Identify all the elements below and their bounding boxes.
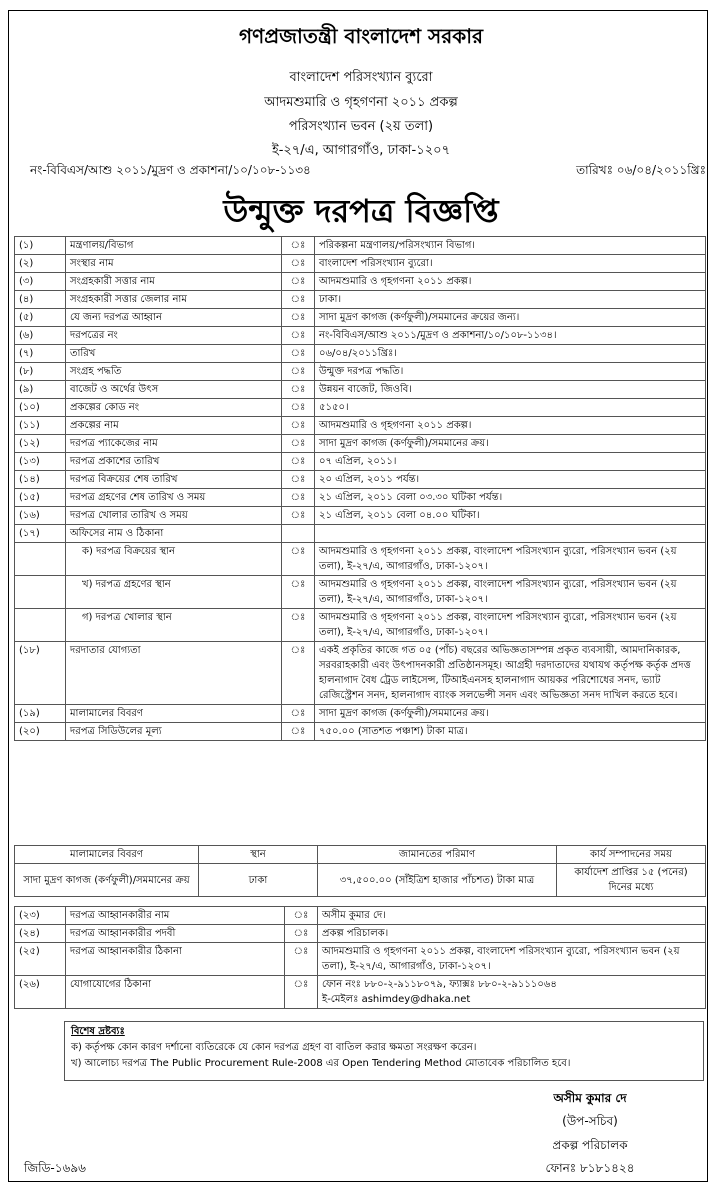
- table-row: [15, 291, 706, 309]
- table-row: [15, 543, 706, 576]
- row-number: (১৯): [15, 705, 66, 723]
- row-label: দরপত্র গ্রহণের শেষ তারিখ ও সময়: [66, 489, 282, 507]
- row-label: দরপত্র বিক্রয়ের শেষ তারিখ: [66, 471, 282, 489]
- notice-date: তারিখঃ ০৬/০৪/২০১১খ্রিঃ: [576, 163, 706, 177]
- row-value: অসীম কুমার দে।: [318, 907, 706, 925]
- table-row: [15, 925, 706, 943]
- row-label: মন্ত্রণালয়/বিভাগ: [66, 237, 282, 255]
- row-label: দরপত্র সিডিউলের মূল্য: [66, 723, 282, 741]
- summary-header: কার্য সম্পাদনের সময়: [557, 846, 706, 864]
- tender-details-table: [14, 236, 706, 741]
- row-label: সংগ্রহকারী সত্তার জেলার নাম: [66, 291, 282, 309]
- row-value: ২০ এপ্রিল, ২০১১ পর্যন্ত।: [315, 471, 706, 489]
- row-value: নং-বিবিএস/আশু ২০১১/মুদ্রণ ও প্রকাশনা/১০/১০৮-১১৩৪।: [315, 327, 706, 345]
- row-label: সংস্থার নাম: [66, 255, 282, 273]
- row-number: (২): [15, 255, 66, 273]
- table-row: [15, 642, 706, 705]
- address: ই-২৭/এ, আগারগাঁও, ঢাকা-১২০৭: [271, 143, 451, 158]
- row-value: ঢাকা।: [315, 291, 706, 309]
- colon: ঃ: [282, 471, 315, 489]
- colon: ঃ: [282, 363, 315, 381]
- table-row: [15, 399, 706, 417]
- row-value: আদমশুমারি ও গৃহগণনা ২০১১ প্রকল্প।: [315, 273, 706, 291]
- colon: ঃ: [282, 489, 315, 507]
- colon: ঃ: [282, 399, 315, 417]
- row-value: সাদা মুদ্রণ কাগজ (কর্ণফুলী)/সমমানের ক্রয়।: [315, 435, 706, 453]
- row-label: খ) দরপত্র গ্রহণের স্থান: [66, 576, 282, 609]
- row-label: গ) দরপত্র খোলার স্থান: [66, 609, 282, 642]
- table-row: [15, 576, 706, 609]
- table-row: [15, 327, 706, 345]
- signatory-phone: ফোনঃ ৮১৮১৪২৪: [545, 1161, 635, 1175]
- row-number: (১): [15, 237, 66, 255]
- row-label: দরপত্র আহ্বানকারীর পদবী: [66, 925, 285, 943]
- summary-header-row: [15, 846, 706, 864]
- row-label: দরপত্র প্যাকেজের নাম: [66, 435, 282, 453]
- colon: ঃ: [282, 705, 315, 723]
- signatory-designation: প্রকল্প পরিচালক: [552, 1138, 628, 1152]
- colon: ঃ: [282, 327, 315, 345]
- colon: ঃ: [282, 609, 315, 642]
- colon: ঃ: [282, 576, 315, 609]
- table-row: [15, 453, 706, 471]
- row-number: (২৫): [15, 943, 66, 976]
- row-number: (১৫): [15, 489, 66, 507]
- row-label: দরপত্র খোলার তারিখ ও সময়: [66, 507, 282, 525]
- summary-header: স্থান: [199, 846, 318, 864]
- row-label: প্রকল্পের নাম: [66, 417, 282, 435]
- table-row: [15, 435, 706, 453]
- table-row: [15, 381, 706, 399]
- row-label: সংগ্রহ পদ্ধতি: [66, 363, 282, 381]
- colon: ঃ: [285, 907, 318, 925]
- table-row: [15, 705, 706, 723]
- colon: ঃ: [282, 435, 315, 453]
- row-number: (১১): [15, 417, 66, 435]
- row-value: প্রকল্প পরিচালক।: [318, 925, 706, 943]
- row-value: ০৬/০৪/২০১১খ্রিঃ।: [315, 345, 706, 363]
- row-number: (১২): [15, 435, 66, 453]
- row-number: (৩): [15, 273, 66, 291]
- government-heading: গণপ্রজাতন্ত্রী বাংলাদেশ সরকার: [239, 24, 483, 48]
- row-label: অফিসের নাম ও ঠিকানা: [66, 525, 282, 543]
- row-label: তারিখ: [66, 345, 282, 363]
- row-value: সাদা মুদ্রণ কাগজ (কর্ণফুলী)/সমমানের ক্রয়ের জন্য।: [315, 309, 706, 327]
- row-label: মালামালের বিবরণ: [66, 705, 282, 723]
- phone-fax: ফোন নংঃ ৮৮০-২-৯১১৮০৭৯, ফ্যাক্সঃ ৮৮০-২-৯১১১০৬৪: [322, 979, 557, 990]
- row-label: প্রকল্পের কোড নং: [66, 399, 282, 417]
- row-label: ক) দরপত্র বিক্রয়ের স্থান: [66, 543, 282, 576]
- row-value: আদমশুমারি ও গৃহগণনা ২০১১ প্রকল্প।: [315, 417, 706, 435]
- row-number: (৭): [15, 345, 66, 363]
- row-label: দরপত্র আহ্বানকারীর নাম: [66, 907, 285, 925]
- row-number: (৮): [15, 363, 66, 381]
- row-value: ০৭ এপ্রিল, ২০১১।: [315, 453, 706, 471]
- row-number: (২৪): [15, 925, 66, 943]
- table-row: [15, 489, 706, 507]
- colon: ঃ: [282, 237, 315, 255]
- signatory-rank: (উপ-সচিব): [562, 1114, 618, 1128]
- table-row: [15, 417, 706, 435]
- special-notes: [64, 1021, 704, 1081]
- colon: ঃ: [282, 543, 315, 576]
- note-item: ক) কর্তৃপক্ষ কোন কারণ দর্শানো ব্যতিরেকে যে কোন দরপত্র গ্রহণ বা বাতিল করার ক্ষমতা সংরক্ষণ করেন।: [71, 1042, 477, 1053]
- table-row: [15, 363, 706, 381]
- colon: ঃ: [282, 273, 315, 291]
- table-row: [15, 309, 706, 327]
- row-value: উন্নয়ন বাজেট, জিওবি।: [315, 381, 706, 399]
- gd-number: জিডি-১৬৯৬: [24, 1161, 86, 1175]
- colon: ঃ: [282, 291, 315, 309]
- colon: ঃ: [285, 943, 318, 976]
- summary-header: মালামালের বিবরণ: [15, 846, 199, 864]
- note-item: খ) আলোচ্য দরপত্র The Public Procurement Rule-2008 এর Open Tendering Method মোতাবেক পরিচালিত হবে।: [71, 1058, 571, 1069]
- summary-value: কার্যাদেশ প্রাপ্তির ১৫ (পনের) দিনের মধ্যে: [557, 864, 706, 897]
- colon: ঃ: [282, 642, 315, 705]
- table-row: [15, 273, 706, 291]
- row-number: (৪): [15, 291, 66, 309]
- email: ই-মেইলঃ ashimdey@dhaka.net: [322, 994, 471, 1005]
- table-row: [15, 507, 706, 525]
- row-value: আদমশুমারি ও গৃহগণনা ২০১১ প্রকল্প, বাংলাদেশ পরিসংখ্যান ব্যুরো, পরিসংখ্যান ভবন (২য় তলা), ই-২৭/এ, আগারগাঁও, ঢাকা-১২০৭।: [315, 543, 706, 576]
- row-number: (২০): [15, 723, 66, 741]
- signatory-name: অসীম কুমার দে: [553, 1091, 627, 1105]
- row-value: ২১ এপ্রিল, ২০১১ বেলা ০৪.০০ ঘটিকা।: [315, 507, 706, 525]
- table-row: [15, 976, 706, 1009]
- colon: ঃ: [282, 309, 315, 327]
- row-number: (১৭): [15, 525, 66, 543]
- summary-value: ৩৭,৫০০.০০ (সাঁইত্রিশ হাজার পাঁচশত) টাকা মাত্র: [318, 864, 557, 897]
- colon: ঃ: [285, 976, 318, 1009]
- row-value: আদমশুমারি ও গৃহগণনা ২০১১ প্রকল্প, বাংলাদেশ পরিসংখ্যান ব্যুরো, পরিসংখ্যান ভবন (২য় তলা), ই-২৭/এ, আগারগাঁও, ঢাকা-১২০৭।: [318, 943, 706, 976]
- row-label: যোগাযোগের ঠিকানা: [66, 976, 285, 1009]
- reference-number: নং-বিবিএস/আশু ২০১১/মুদ্রণ ও প্রকাশনা/১০/১০৮-১১৩৪: [30, 163, 311, 177]
- row-value: ২১ এপ্রিল, ২০১১ বেলা ০৩.৩০ ঘটিকা পর্যন্ত।: [315, 489, 706, 507]
- goods-summary-table: [14, 845, 706, 897]
- row-value: বাংলাদেশ পরিসংখ্যান ব্যুরো।: [315, 255, 706, 273]
- notes-heading: বিশেষ দ্রষ্টব্যঃ: [71, 1026, 125, 1037]
- summary-value-row: [15, 864, 706, 897]
- table-row: [15, 471, 706, 489]
- table-row: [15, 255, 706, 273]
- row-number: (২৩): [15, 907, 66, 925]
- row-value: পরিকল্পনা মন্ত্রণালয়/পরিসংখ্যান বিভাগ।: [315, 237, 706, 255]
- notice-title: উন্মুক্ত দরপত্র বিজ্ঞপ্তি: [223, 192, 499, 230]
- table-row: [15, 237, 706, 255]
- table-row: [15, 525, 706, 543]
- row-number: (১৬): [15, 507, 66, 525]
- row-number: (১৮): [15, 642, 66, 705]
- row-number: (৯): [15, 381, 66, 399]
- row-value: ৭৫০.০০ (সাতশত পঞ্চাশ) টাকা মাত্র।: [315, 723, 706, 741]
- row-number: (২৬): [15, 976, 66, 1009]
- row-number: (৫): [15, 309, 66, 327]
- summary-header: জামানতের পরিমাণ: [318, 846, 557, 864]
- row-label: সংগ্রহকারী সত্তার নাম: [66, 273, 282, 291]
- colon: ঃ: [282, 381, 315, 399]
- row-number: (১০): [15, 399, 66, 417]
- colon: ঃ: [282, 453, 315, 471]
- building-name: পরিসংখ্যান ভবন (২য় তলা): [288, 119, 434, 134]
- bureau-name: বাংলাদেশ পরিসংখ্যান ব্যুরো: [289, 70, 433, 85]
- row-number: (৬): [15, 327, 66, 345]
- colon: ঃ: [282, 345, 315, 363]
- row-value: আদমশুমারি ও গৃহগণনা ২০১১ প্রকল্প, বাংলাদেশ পরিসংখ্যান ব্যুরো, পরিসংখ্যান ভবন (২য় তলা), ই-২৭/এ, আগারগাঁও, ঢাকা-১২০৭।: [315, 609, 706, 642]
- colon: ঃ: [282, 723, 315, 741]
- project-name: আদমশুমারি ও গৃহগণনা ২০১১ প্রকল্প: [264, 95, 458, 110]
- table-row: [15, 943, 706, 976]
- row-number: (১৩): [15, 453, 66, 471]
- contact-table: [14, 906, 706, 1009]
- row-label: বাজেট ও অর্থের উৎস: [66, 381, 282, 399]
- table-row: [15, 907, 706, 925]
- row-number: (১৪): [15, 471, 66, 489]
- row-label: দরপত্র আহ্বানকারীর ঠিকানা: [66, 943, 285, 976]
- summary-value: সাদা মুদ্রণ কাগজ (কর্ণফুলী)/সমমানের ক্রয়: [15, 864, 199, 897]
- row-label: দরপত্র প্রকাশের তারিখ: [66, 453, 282, 471]
- table-row: [15, 345, 706, 363]
- colon: ঃ: [285, 925, 318, 943]
- row-value: ৫১৫০।: [315, 399, 706, 417]
- row-label: দরপত্রের নং: [66, 327, 282, 345]
- table-row: [15, 723, 706, 741]
- table-row: [15, 609, 706, 642]
- row-label: যে জন্য দরপত্র আহ্বান: [66, 309, 282, 327]
- colon: ঃ: [282, 507, 315, 525]
- row-label: দরদাতার যোগ্যতা: [66, 642, 282, 705]
- row-value: আদমশুমারি ও গৃহগণনা ২০১১ প্রকল্প, বাংলাদেশ পরিসংখ্যান ব্যুরো, পরিসংখ্যান ভবন (২য় তলা), ই-২৭/এ, আগারগাঁও, ঢাকা-১২০৭।: [315, 576, 706, 609]
- summary-value: ঢাকা: [199, 864, 318, 897]
- colon: ঃ: [282, 255, 315, 273]
- row-value: সাদা মুদ্রণ কাগজ (কর্ণফুলী)/সমমানের ক্রয়।: [315, 705, 706, 723]
- row-value: উন্মুক্ত দরপত্র পদ্ধতি।: [315, 363, 706, 381]
- colon: ঃ: [282, 417, 315, 435]
- row-value: একই প্রকৃতির কাজে গত ০৫ (পাঁচ) বছরের অভিজ্ঞতাসম্পন্ন প্রকৃত ব্যবসায়ী, আমদানিকারক, সরবরাহকারী এবং উৎপাদনকারী প্রতিষ্ঠানসমূহ। আগ্রহী দরদাতাদের যথাযথ কর্তৃপক্ষ কর্তৃক প্রদত্ত হালনাগাদ বৈধ ট্রেড লাইসেন্স, টিআইএনসহ হালনাগাদ আয়কর পরিশোধের সনদ, ভ্যাট রেজিস্ট্রেশন সনদ, হালনাগাদ ব্যাংক সলভেন্সী সনদ এবং অভিজ্ঞতা সনদ দাখিল করতে হবে।: [315, 642, 706, 705]
